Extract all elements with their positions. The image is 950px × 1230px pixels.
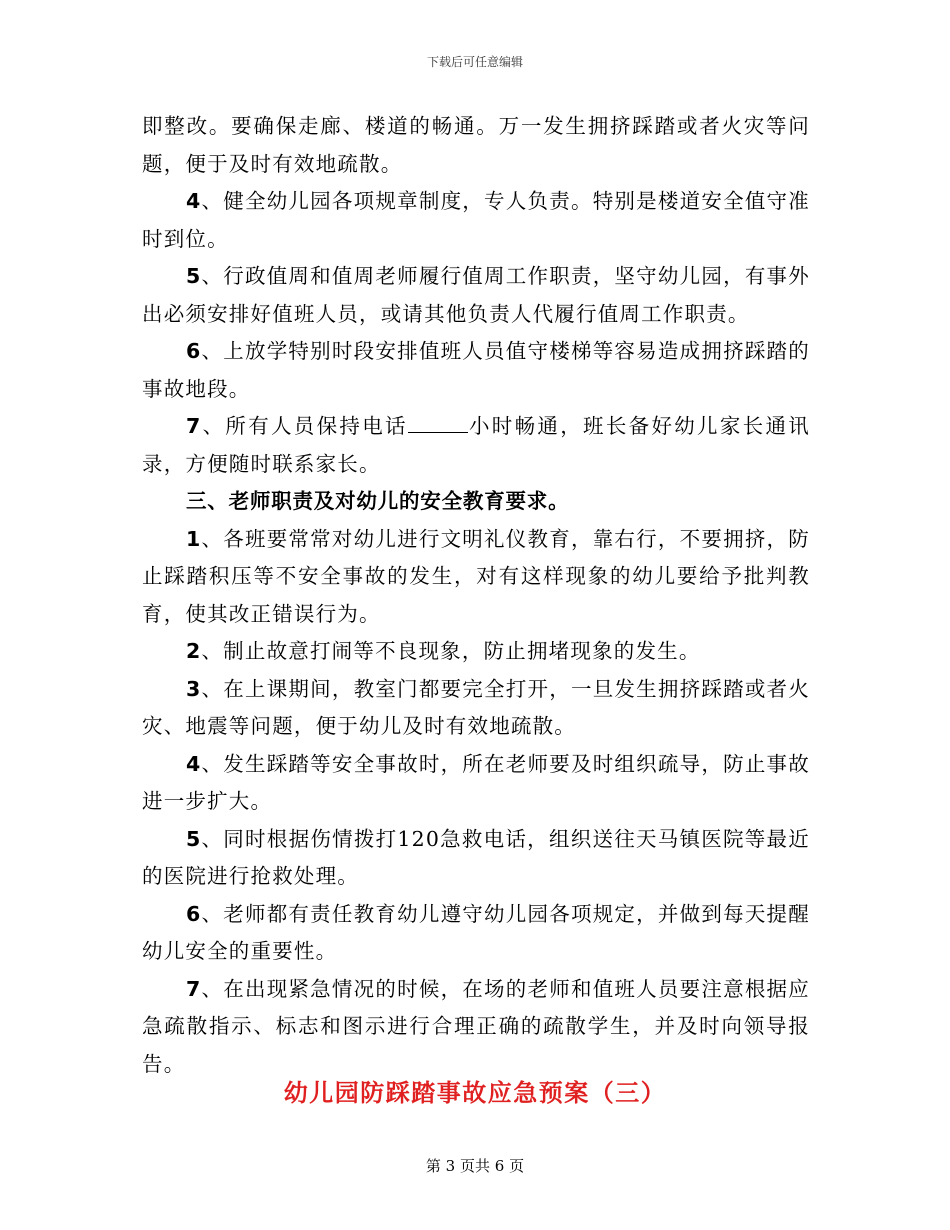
list-item — [142, 408, 810, 483]
item-text: 、同时根据伤情拨打120急救电话，组织送往天马镇医院等最近的医院进行抢救处理。 — [142, 826, 810, 888]
page-footer: 第 3 页共 6 页 — [425, 1157, 525, 1175]
item-number: 7 — [186, 976, 202, 1001]
item-number: 6 — [186, 901, 202, 926]
item-number: 3 — [186, 676, 202, 701]
item-number: 4 — [186, 751, 202, 776]
item-text: 、制止故意打闹等不良现象，防止拥堵现象的发生。 — [201, 639, 701, 663]
item-text: 、老师都有责任教育幼儿遵守幼儿园各项规定，并做到每天提醒幼儿安全的重要性。 — [142, 901, 810, 963]
item-text: 、上放学特别时段安排值班人员值守楼梯等容易造成拥挤踩踏的事故地段。 — [142, 339, 810, 401]
item-text: 、健全幼儿园各项规章制度，专人负责。特别是楼道安全值守准时到位。 — [142, 189, 810, 251]
item-number: 5 — [186, 264, 202, 288]
list-item — [142, 671, 810, 746]
list-item — [142, 183, 810, 258]
item-number: 6 — [186, 339, 202, 363]
list-item — [142, 633, 810, 671]
list-item — [142, 746, 810, 821]
list-item — [142, 333, 810, 408]
item-text: 、在上课期间，教室门都要完全打开，一旦发生拥挤踩踏或者火灾、地震等问题，便于幼儿及时有效地疏散。 — [142, 676, 810, 738]
item-text: 、所有人员保持电话 — [201, 414, 408, 438]
item-number: 2 — [186, 639, 202, 663]
item-number: 1 — [186, 526, 202, 551]
document-body — [142, 108, 810, 1083]
item-text: 、在出现紧急情况的时候，在场的老师和值班人员要注意根据应急疏散指示、标志和图示进行合理正确的疏散学生，并及时向领导报告。 — [142, 976, 810, 1076]
item-text: 、各班要常常对幼儿进行文明礼仪教育，靠右行，不要拥挤，防止踩踏积压等不安全事故的发生，对有这样现象的幼儿要给予批判教育，使其改正错误行为。 — [142, 526, 810, 626]
item-text: 、发生踩踏等安全事故时，所在老师要及时组织疏导，防止事故进一步扩大。 — [142, 751, 810, 813]
item-text: 、行政值周和值周老师履行值周工作职责，坚守幼儿园，有事外出必须安排好值班人员，或请其他负责人代履行值周工作职责。 — [142, 264, 810, 326]
item-number: 4 — [186, 189, 202, 213]
paragraph-continuation: 即整改。要确保走廊、楼道的畅通。万一发生拥挤踩踏或者火灾等问题，便于及时有效地疏散。 — [142, 114, 810, 176]
list-item — [142, 521, 810, 634]
page-header: 下载后可任意编辑 — [426, 55, 523, 69]
fill-in-blank — [408, 414, 468, 433]
list-item — [142, 971, 810, 1084]
document-title: 幼儿园防踩踏事故应急预案（三） — [283, 1079, 667, 1107]
section-heading: 三、老师职责及对幼儿的安全教育要求。 — [186, 489, 570, 513]
item-text: 小时畅通，班长备好幼儿家长通讯录，方便随时联系家长。 — [142, 414, 810, 476]
list-item — [142, 258, 810, 333]
item-number: 5 — [186, 826, 202, 851]
item-number: 7 — [186, 414, 202, 438]
list-item — [142, 896, 810, 971]
list-item — [142, 821, 810, 896]
